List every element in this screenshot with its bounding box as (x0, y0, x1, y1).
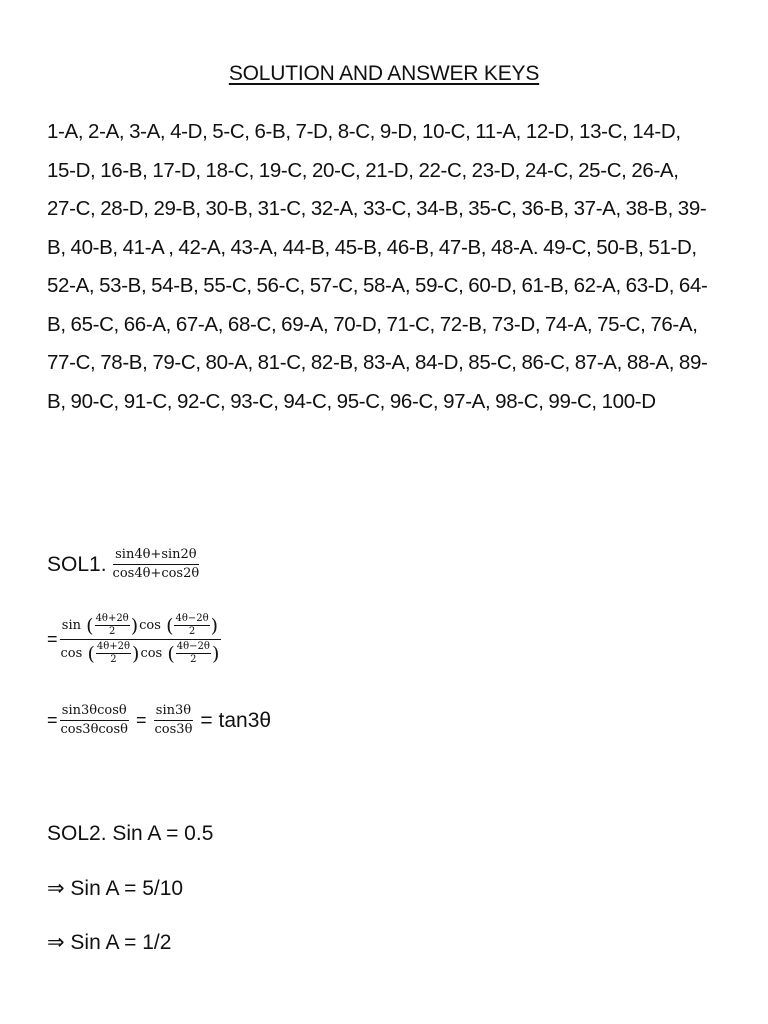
answer-line: B, 65-C, 66-A, 67-A, 68-C, 69-A, 70-D, 71-C, 72-B, 73-D, 74-A, 75-C, 76-A, (47, 312, 698, 336)
cos-word: cos (60, 646, 83, 661)
answer-line: 52-A, 53-B, 54-B, 55-C, 56-C, 57-C, 58-A, 59-C, 60-D, 61-B, 62-A, 63-D, 64- (47, 274, 708, 297)
inner-numerator: 4θ−2θ (175, 613, 209, 624)
open-paren: ( (87, 642, 95, 665)
open-paren: ( (86, 614, 94, 637)
open-paren: ( (167, 642, 175, 665)
close-paren: ) (130, 614, 139, 637)
sol2-line: ⇒ Sin A = 5/10 (47, 877, 184, 900)
inner-numerator: 4θ+2θ (95, 613, 129, 624)
answer-line: B, 90-C, 91-C, 92-C, 93-C, 94-C, 95-C, 96-C, 97-A, 98-C, 99-C, 100-D (47, 389, 656, 413)
page-title: SOLUTION AND ANSWER KEYS (228, 62, 540, 85)
cos-word: cos (139, 618, 161, 633)
half-sum-fraction (96, 641, 131, 666)
sum-to-product-fraction (59, 612, 223, 667)
sol1-label: SOL1. (47, 552, 107, 576)
answer-line: 77-C, 78-B, 79-C, 80-A, 81-C, 82-B, 83-A, 84-D, 85-C, 86-C, 87-A, 88-A, 89- (47, 351, 708, 374)
sin-word: sin (61, 618, 81, 633)
fraction-denominator: cos3θcosθ (60, 722, 128, 737)
half-sum-fraction (95, 613, 130, 638)
reduced-fraction (153, 702, 195, 739)
inner-numerator: 4θ−2θ (176, 641, 210, 652)
equals-sign: = (47, 710, 58, 730)
fraction-numerator: sin3θ (154, 702, 193, 721)
half-diff-fraction (174, 613, 209, 638)
fraction-denominator (59, 640, 223, 667)
close-paren: ) (132, 642, 140, 665)
sol1-initial-fraction (111, 546, 202, 583)
inner-denominator: 2 (190, 654, 197, 665)
answer-line: 1-A, 2-A, 3-A, 4-D, 5-C, 6-B, 7-D, 8-C, 9-D, 10-C, 11-A, 12-D, 13-C, 14-D, (47, 120, 681, 143)
fraction-numerator: sin3θcosθ (60, 702, 129, 721)
inner-denominator: 2 (110, 654, 117, 665)
equals-sign: = (136, 710, 147, 730)
cos-word: cos (140, 646, 163, 661)
sol1-step-sum-to-product (47, 612, 222, 667)
answer-line: B, 40-B, 41-A , 42-A, 43-A, 44-B, 45-B, 46-B, 47-B, 48-A. 49-C, 50-B, 51-D, (47, 235, 697, 259)
equals-sign: = (47, 629, 58, 649)
sol1-result: = tan3θ (200, 708, 272, 732)
fraction-denominator: cos4θ+cos2θ (112, 566, 200, 581)
simplified-fraction (59, 702, 130, 739)
answer-line: 27-C, 28-D, 29-B, 30-B, 31-C, 32-A, 33-C, 34-B, 35-C, 36-B, 37-A, 38-B, 39- (47, 197, 707, 220)
answer-key-block (47, 113, 721, 421)
inner-denominator: 2 (108, 626, 116, 637)
sol1-step-simplify (47, 702, 271, 739)
answer-line: 15-D, 16-B, 17-D, 18-C, 19-C, 20-C, 21-D, 22-C, 23-D, 24-C, 25-C, 26-A, (47, 158, 679, 182)
fraction-numerator (60, 612, 221, 640)
close-paren: ) (211, 642, 220, 665)
open-paren: ( (166, 614, 174, 637)
fraction-numerator: sin4θ+sin2θ (113, 546, 199, 565)
inner-numerator: 4θ+2θ (96, 641, 131, 652)
close-paren: ) (210, 614, 219, 637)
sol2-line: ⇒ Sin A = 1/2 (47, 931, 172, 954)
inner-denominator: 2 (188, 626, 196, 637)
half-diff-fraction (176, 641, 211, 666)
sol2-line: SOL2. Sin A = 0.5 (47, 822, 214, 845)
sol1-expression (47, 546, 201, 583)
fraction-denominator: cos3θ (154, 722, 193, 737)
